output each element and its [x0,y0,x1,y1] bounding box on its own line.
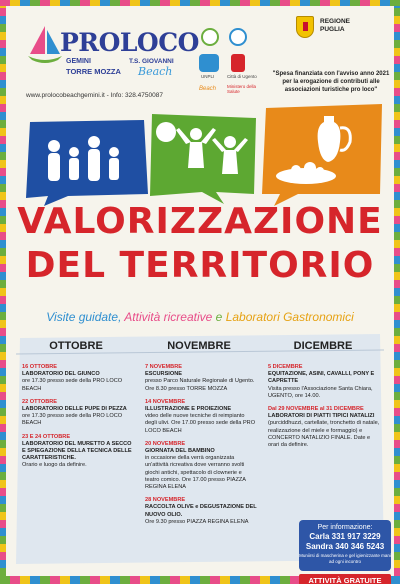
col-ottobre [22,364,134,476]
children-bubble [146,112,260,204]
top-border-strip [0,0,400,6]
event-date: 28 NOVEMBRE [145,497,186,504]
event-title: EQUITAZIONE, ASINI, CAVALLI, PONY E CAPRETTE [268,371,375,385]
event-text: in occasione della verrà organizzata un'attività ricreativa dove verranno svolti giochi antichi, spettacolo di clownerie e teatro comico. Ore 17.00 presso PIAZZA REGINA ELENA [145,455,246,491]
region-funding-note: "Spesa finanziata con l'avviso anno 2021 per la erogazione di contributi alle associazioni turistiche pro loco" [272,71,390,93]
event-title: LABORATORIO DEL GIUNCO [22,371,100,378]
contact-line: www.prolocobeachgemini.it - Info: 328.4750087 [26,92,163,99]
event-item [145,441,257,491]
event-item [22,399,134,428]
event-title: ESCURSIONE [145,371,182,378]
info-phone-carla[interactable]: Carla 331 917 3229 [309,532,381,541]
event-text: Orario e luogo da definire. [22,462,87,469]
partner-logo-2 [229,28,247,46]
logo-beach: Beach [138,65,173,78]
subtitle [0,310,400,324]
main-title-line2: DEL TERRITORIO [25,245,375,286]
event-date: 20 NOVEMBRE [145,440,186,447]
col-novembre [145,364,257,532]
unpli-logo [199,54,219,72]
subtitle-part1: Visite guidate, [46,310,122,324]
sun-icon [156,122,176,142]
event-text: (purciddhuzzi, cartellate, tronchetto di natale, realizzazione del miele e formaggio) e CONCERTO NATALIZIO FINALE. Date e orari da definire. [268,420,380,449]
sanita-label: Ministero della Salute [227,84,257,94]
event-title: RACCOLTA OLIVE e DEGUSTAZIONE DEL NUOVO OLIO. [145,504,257,518]
col-heading-ottobre: OTTOBRE [49,340,103,352]
logo-torre: TORRE MOZZA [66,67,121,76]
event-date: 7 NOVEMBRE [145,364,182,370]
event-date: 22 OTTOBRE [22,398,58,405]
family-bubble [22,118,150,206]
region-name-line2: PUGLIA [320,26,345,33]
partner-logo-1 [201,28,219,46]
logo-gemini: GEMINI [66,58,91,65]
event-text: Ore 9.30 presso PIAZZA REGINA ELENA [145,518,249,525]
proloco-logo [26,20,199,90]
event-date: 5 DICEMBRE [268,364,303,370]
program-section [14,334,391,584]
subtitle-part3: e [215,310,223,324]
col-heading-dicembre: DICEMBRE [293,340,353,352]
event-text: Visita presso l'Associazione Santa Chiara, UGENTO, ore 14.00. [268,385,373,399]
event-text: video delle nuove tecniche di reimpianto degli ulivi. Ore 17.00 presso sede della PRO LOCO BEACH [145,413,256,434]
logo-tsg: T.S. GIOVANNI [129,58,174,65]
region-shield-icon [296,16,314,38]
main-title-line1: VALORIZZAZIONE [17,201,383,242]
event-item [145,399,257,435]
right-border-strip [394,0,400,584]
ugento-logo [231,54,245,72]
event-title: LABORATORI DI PIATTI TIPICI NATALIZI [268,413,375,420]
info-box [299,520,391,571]
free-activities-badge: ATTIVITÀ GRATUITE [299,574,391,584]
col-heading-novembre: NOVEMBRE [167,340,231,352]
subtitle-part2: Attività ricreative [124,310,213,324]
event-item [268,406,380,449]
region-name-line1: REGIONE [320,18,350,25]
event-text: presso Parco Naturale Regionale di Ugento. Ore 8.30 presso TORRE MOZZA [145,378,255,392]
info-title: Per informazione: [317,524,373,531]
event-item [22,434,134,470]
logo-title: PROLOCO [60,28,199,57]
event-date: 23 E 24 OTTOBRE [22,433,71,440]
left-border-strip [0,0,6,584]
event-item [145,364,257,393]
event-text: ore 17.30 presso sede della PRO LOCO BEACH [22,378,123,392]
event-item [22,364,134,393]
unpli-label: UNPLI [201,74,215,79]
beach-label: Beach [199,86,217,92]
event-item [145,497,257,526]
event-item [268,364,380,400]
event-date: Dal 29 NOVEMBRE al 31 DICEMBRE [268,406,364,413]
sailboat-icon [26,24,64,64]
subtitle-part4: Laboratori Gastronomici [225,310,354,324]
info-phone-sandra[interactable]: Sandra 340 346 5243 [305,542,385,551]
event-text: ore 17.30 presso sede della PRO LOCO BEACH [22,413,123,427]
event-date: 14 NOVEMBRE [145,398,186,405]
ugento-label: Città di Ugento [227,74,257,79]
food-bubble [258,102,386,206]
event-title: ILLUSTRAZIONE E PROIEZIONE [145,406,232,413]
info-note: Muniirsi di mascherina e gel igienizzante mani ad ogni incontro [299,553,391,564]
main-title [0,200,400,288]
event-date: 16 OTTOBRE [22,364,58,370]
event-title: GIORNATA DEL BAMBINO [145,448,215,455]
event-title: LABORATORIO DELLE PUPE DI PEZZA [22,406,127,413]
col-dicembre [268,364,380,455]
region-name [320,18,350,34]
event-title: LABORATORIO DEL MURETTO A SECCO E SPIEGAZIONE DELLA TECNICA DELLE CARATTERISTICHE. [22,440,132,462]
